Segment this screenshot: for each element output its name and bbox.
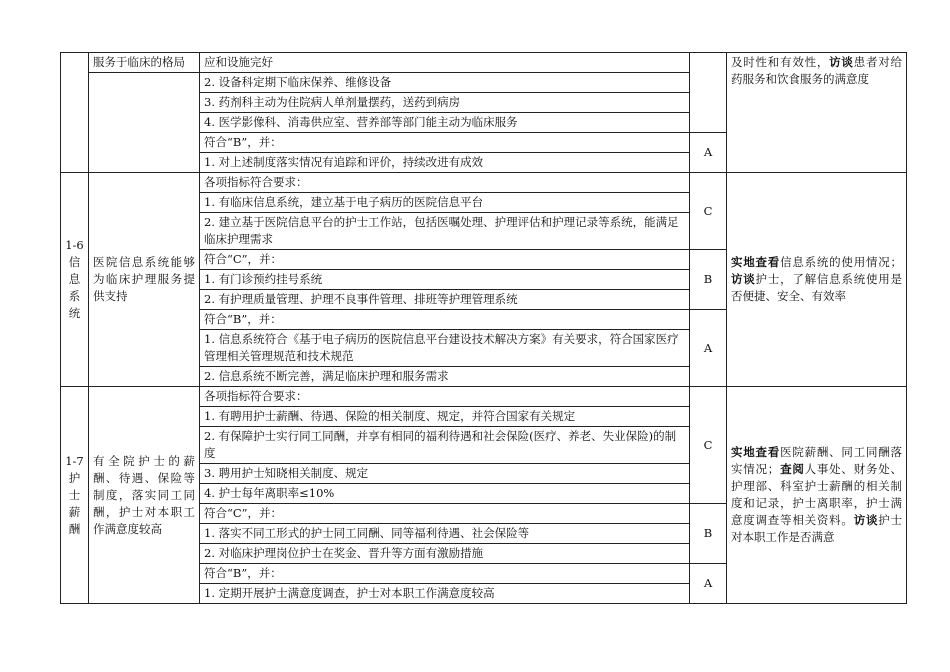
table-row: [61, 173, 907, 193]
method-bold: 实地查看: [731, 445, 781, 459]
requirement-cell: 3. 药剂科主动为住院病人单剂量摆药，送药到病房: [200, 93, 690, 113]
method-bold: 查阅: [779, 462, 805, 476]
grade-cell: B: [690, 250, 727, 310]
method-bold: 访谈: [829, 55, 854, 69]
method-cell-1-6: [727, 173, 907, 387]
grade-cell: C: [690, 387, 727, 504]
requirement-cell: 1. 有门诊预约挂号系统: [200, 270, 690, 290]
method-bold: 访谈: [853, 513, 879, 527]
method-cell-continued: [727, 53, 907, 173]
requirement-cell: 各项指标符合要求：: [200, 387, 690, 407]
grade-cell: A: [690, 310, 727, 387]
method-text: 医院薪酬、同工同酬落实情况；: [731, 445, 902, 476]
method-bold: 访谈: [731, 272, 756, 286]
requirement-cell: 3. 聘用护士知晓相关制度、规定: [200, 464, 690, 484]
table-row: [61, 53, 907, 73]
requirement-cell: 符合“B”，并：: [200, 310, 690, 330]
requirement-cell: 符合“C”，并：: [200, 504, 690, 524]
requirement-cell: 2. 对临床护理岗位护士在奖金、晋升等方面有激励措施: [200, 544, 690, 564]
title-cell-empty: [89, 73, 200, 173]
requirement-cell: 符合“C”，并：: [200, 250, 690, 270]
method-text: 患者对给药服务和饮食服务的满意度: [731, 55, 903, 86]
section-title-1-7: 有全院护士的薪酬、待遇、保险等制度，落实同工同酬，护士对本职工作满意度较高: [89, 387, 200, 604]
grade-cell: C: [690, 173, 727, 250]
method-cell-1-7: [727, 387, 907, 604]
method-text: 人事处、财务处、护理部、科室护士薪酬的相关制度和记录，护士离职率，护士满意度调查等相关资料。: [731, 462, 903, 527]
method-text: 信息系统的使用情况；: [780, 255, 902, 269]
requirement-cell: 4. 医学影像科、消毒供应室、营养部等部门能主动为临床服务: [200, 113, 690, 133]
grade-cell-empty: [690, 53, 727, 133]
requirement-cell: 2. 设备科定期下临床保养、维修设备: [200, 73, 690, 93]
requirement-cell: 2. 建立基于医院信息平台的护士工作站，包括医嘱处理、护理评估和护理记录等系统，能满足临床护理需求: [200, 213, 690, 250]
method-text: 及时性和有效性，: [731, 55, 830, 69]
requirement-cell: 2. 信息系统不断完善，满足临床护理和服务需求: [200, 367, 690, 387]
requirement-cell: 1. 对上述制度落实情况有追踪和评价，持续改进有成效: [200, 153, 690, 173]
requirement-cell: 1. 有临床信息系统，建立基于电子病历的医院信息平台: [200, 193, 690, 213]
category-cell: 服务于临床的格局: [89, 53, 200, 73]
grade-cell: A: [690, 133, 727, 173]
grade-cell: B: [690, 504, 727, 564]
requirement-cell: 各项指标符合要求：: [200, 173, 690, 193]
requirement-cell: 4. 护士每年离职率≤10%: [200, 484, 690, 504]
grade-cell: A: [690, 564, 727, 604]
section-title-1-6: 医院信息系统能够为临床护理服务提供支持: [89, 173, 200, 387]
requirement-cell: 符合“B”，并：: [200, 564, 690, 584]
requirement-cell: 1. 有聘用护士薪酬、待遇、保险的相关制度、规定，并符合国家有关规定: [200, 407, 690, 427]
method-text: 护士，了解信息系统使用是否便捷、安全、有效率: [731, 272, 903, 303]
requirement-cell: 2. 有保障护士实行同工同酬，并享有相同的福利待遇和社会保险(医疗、养老、失业保险)的制度: [200, 427, 690, 464]
requirement-cell: 2. 有护理质量管理、护理不良事件管理、排班等护理管理系统: [200, 290, 690, 310]
table-row: [61, 387, 907, 407]
section-code-1-7: 1-7 护士薪酬: [61, 387, 89, 604]
standards-table: [60, 52, 907, 604]
requirement-cell: 符合“B”，并：: [200, 133, 690, 153]
method-text: 护士对本职工作是否满意: [731, 513, 903, 544]
requirement-cell: 应和设施完好: [200, 53, 690, 73]
requirement-cell: 1. 定期开展护士满意度调查，护士对本职工作满意度较高: [200, 584, 690, 604]
requirement-cell: 1. 信息系统符合《基于电子病历的医院信息平台建设技术解决方案》有关要求，符合国家医疗管理相关管理规范和技术规范: [200, 330, 690, 367]
section-code-1-6: 1-6 信息系统: [61, 173, 89, 387]
method-bold: 实地查看: [731, 255, 781, 269]
requirement-cell: 1. 落实不同工形式的护士同工同酬、同等福利待遇、社会保险等: [200, 524, 690, 544]
code-cell-empty: [61, 53, 89, 173]
